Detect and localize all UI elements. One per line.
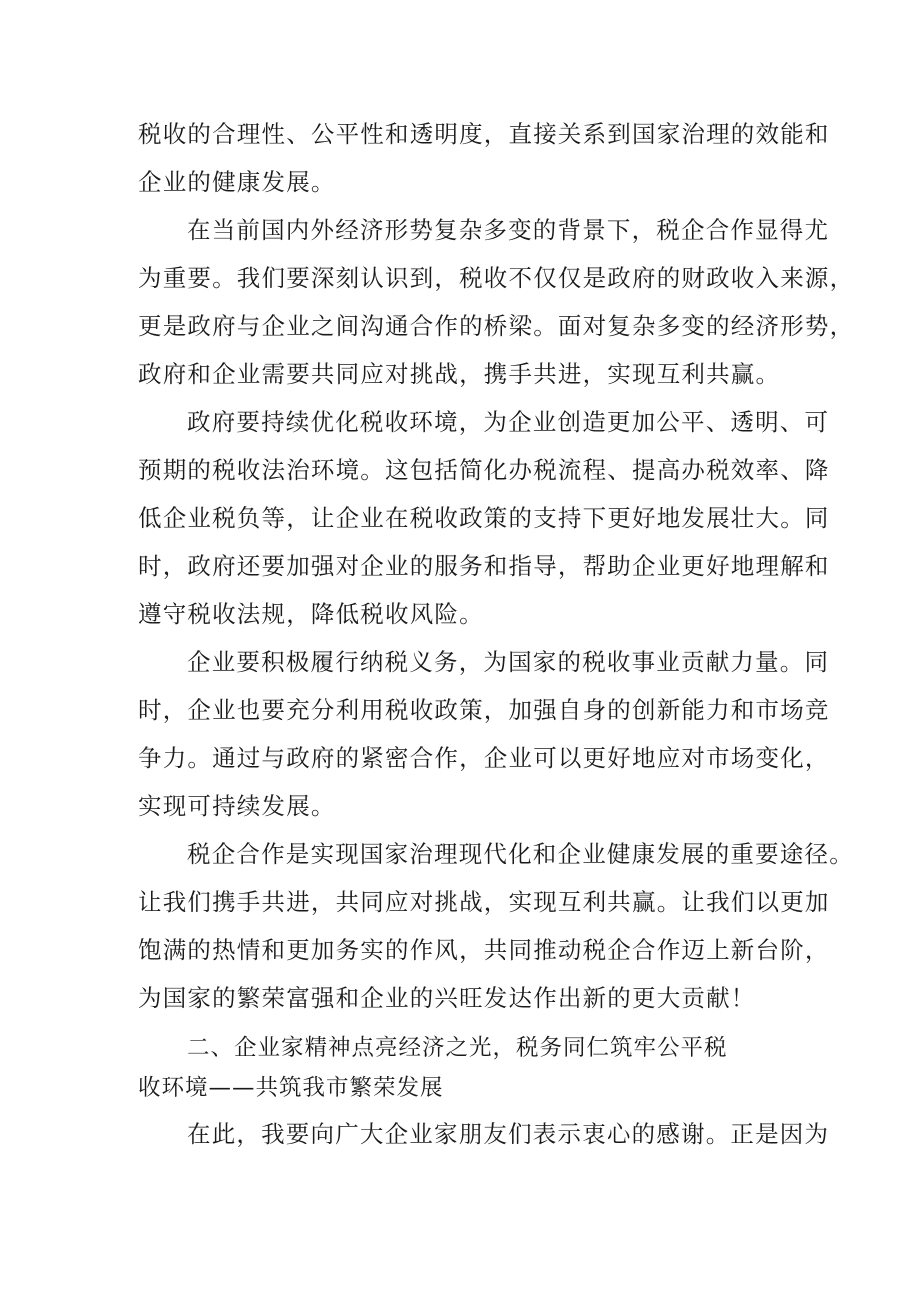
text-line: 饱满的热情和更加务实的作风，共同推动税企合作迈上新台阶， <box>138 936 830 964</box>
text-line: 政府和企业需要共同应对挑战，携手共进，实现互利共赢。 <box>138 360 781 388</box>
text-line: 让我们携手共进，共同应对挑战，实现互利共赢。让我们以更加 <box>138 888 830 916</box>
text-line: 企业的健康发展。 <box>138 168 336 196</box>
text-line: 在当前国内外经济形势复杂多变的背景下，税企合作显得尤 <box>187 216 830 244</box>
text-line: 时，企业也要充分利用税收政策，加强自身的创新能力和市场竞 <box>138 696 830 724</box>
text-line: 争力。通过与政府的紧密合作，企业可以更好地应对市场变化， <box>138 744 830 772</box>
text-line: 时，政府还要加强对企业的服务和指导，帮助企业更好地理解和 <box>138 552 830 580</box>
text-line: 税企合作是实现国家治理现代化和企业健康发展的重要途径。 <box>187 840 854 868</box>
text-line: 更是政府与企业之间沟通合作的桥梁。面对复杂多变的经济形势， <box>138 312 855 340</box>
text-line: 实现可持续发展。 <box>138 792 336 820</box>
text-line: 低企业税负等，让企业在税收政策的支持下更好地发展壮大。同 <box>138 504 830 532</box>
text-line: 为国家的繁荣富强和企业的兴旺发达作出新的更大贡献！ <box>138 984 756 1012</box>
text-line: 遵守税收法规，降低税收风险。 <box>138 600 484 628</box>
text-line: 在此，我要向广大企业家朋友们表示衷心的感谢。正是因为 <box>187 1120 830 1148</box>
heading-line: 二、企业家精神点亮经济之光，税务同仁筑牢公平税 <box>187 1035 728 1061</box>
text-line: 预期的税收法治环境。这包括简化办税流程、提高办税效率、降 <box>138 456 830 484</box>
text-line: 企业要积极履行纳税义务，为国家的税收事业贡献力量。同 <box>187 648 830 676</box>
text-line: 为重要。我们要深刻认识到，税收不仅仅是政府的财政收入来源， <box>138 264 855 292</box>
text-line: 税收的合理性、公平性和透明度，直接关系到国家治理的效能和 <box>138 120 830 148</box>
text-line: 政府要持续优化税收环境，为企业创造更加公平、透明、可 <box>187 408 830 436</box>
heading-line: 收环境——共筑我市繁荣发展 <box>138 1075 444 1101</box>
